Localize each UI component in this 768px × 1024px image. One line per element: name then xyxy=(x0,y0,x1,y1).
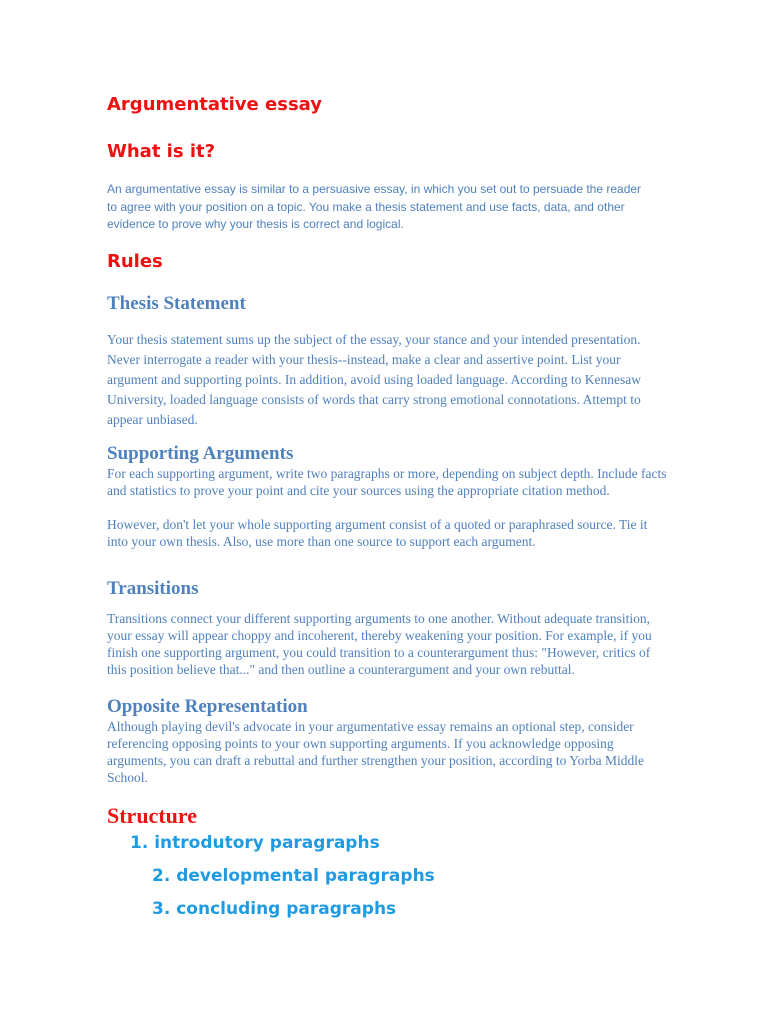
rules-heading: Rules xyxy=(107,251,163,272)
supporting-arguments-paragraph-1: For each supporting argument, write two paragraphs or more, depending on subject depth. Include facts and statistics to prove your point and cite your sources using the appropriate citation method. xyxy=(107,466,667,498)
what-is-it-heading: What is it? xyxy=(107,141,216,162)
thesis-statement-paragraph: Your thesis statement sums up the subject of the essay, your stance and your intended presentation. Never interrogate a reader with your thesis--instead, make a clear and assertive point. List your argument and supporting points. In addition, avoid using loaded language. According to Kennesaw University, loaded language consists of words that carry strong emotional connotations. Attempt to appear unbiased. xyxy=(107,332,642,427)
opposite-representation-paragraph: Although playing devil's advocate in your argumentative essay remains an optional step, consider referencing opposing points to your own supporting arguments. If you acknowledge opposing arguments, you can draft a rebuttal and further strengthen your position, according to Yorba Middle School. xyxy=(107,719,644,785)
transitions-paragraph: Transitions connect your different supporting arguments to one another. Without adequate transition, your essay will appear choppy and incoherent, thereby weakening your position. For example, if you finish one supporting argument, you could transition to a counterargument thus: "However, critics of this position believe that..." and then outline a counterargument and your own rebuttal. xyxy=(107,611,652,677)
section-title-supporting-arguments: Supporting Arguments xyxy=(107,443,294,464)
section-title-thesis-statement: Thesis Statement xyxy=(107,293,246,314)
document-title: Argumentative essay xyxy=(107,94,322,115)
structure-list-item: 1. introdutory paragraphs xyxy=(130,833,380,853)
section-title-transitions: Transitions xyxy=(107,578,199,599)
structure-list-item: 2. developmental paragraphs xyxy=(152,866,435,886)
supporting-arguments-paragraph-2: However, don't let your whole supporting argument consist of a quoted or paraphrased source. Tie it into your own thesis. Also, use more than one source to support each argument. xyxy=(107,517,648,549)
section-title-opposite-representation: Opposite Representation xyxy=(107,696,308,717)
intro-paragraph: An argumentative essay is similar to a persuasive essay, in which you set out to persuade the reader to agree with your position on a topic. You make a thesis statement and use facts, data, and other evidence to prove why your thesis is correct and logical. xyxy=(107,182,642,231)
structure-list-item: 3. concluding paragraphs xyxy=(152,899,397,919)
structure-heading: Structure xyxy=(107,803,198,828)
